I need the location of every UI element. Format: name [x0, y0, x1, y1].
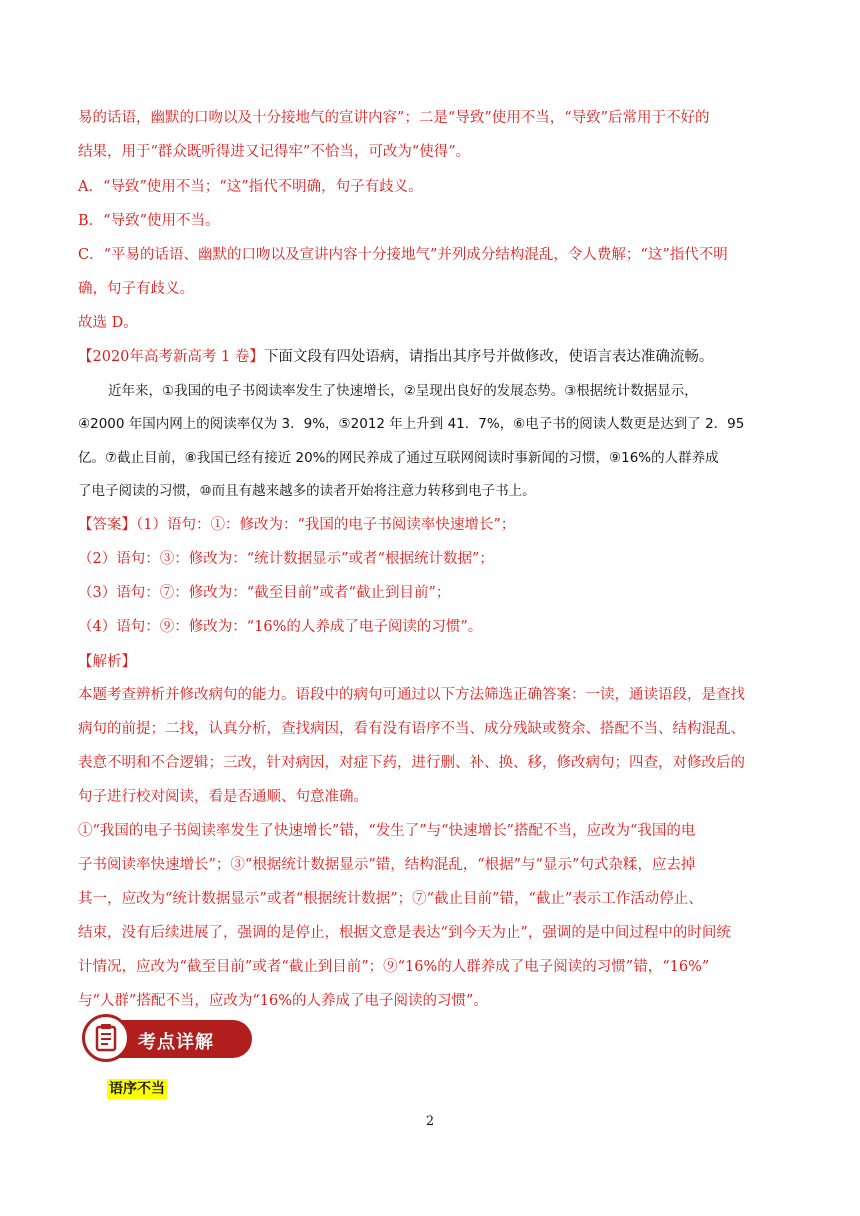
answer-item: （4）语句：⑨：修改为：“16%的人养成了电子阅读的习惯”。: [78, 619, 483, 635]
passage-line: 了电子阅读的习惯，⑩而且有越来越多的读者开始将注意力转移到电子书上。: [78, 483, 536, 499]
answer-item: （1）语句：①：修改为：“我国的电子书阅读率快速增长”；: [136, 517, 516, 533]
clipboard-icon: [82, 1014, 130, 1062]
question-prompt: 下面文段有四处语病，请指出其序号并做修改，使语言表达准确流畅。: [263, 349, 714, 365]
analysis-line: 句子进行校对阅读，看是否通顺、句意准确。: [78, 789, 368, 805]
answer-label: 【答案】: [78, 517, 136, 533]
analysis-line: 本题考查辨析并修改病句的能力。语段中的病句可通过以下方法筛选正确答案：一读，通读语段，是查找: [78, 687, 745, 703]
answer-item: （3）语句：⑦：修改为：“截至目前”或者“截止到目前”；: [78, 585, 451, 601]
analysis-line: 表意不明和不合逻辑；三改，针对病因，对症下药，进行删、补、换、移，修改病句；四查，对修改后的: [78, 755, 745, 771]
choice-line: 故选 D。: [78, 315, 138, 331]
passage-line: 近年来，①我国的电子书阅读率发生了快速增长，②呈现出良好的发展态势。③根据统计数据显示，: [108, 383, 698, 399]
topic-highlight: 语序不当: [109, 1081, 165, 1097]
section-banner: [82, 1014, 254, 1062]
option-c-line: C．“平易的话语、幽默的口吻以及宣讲内容十分接地气”并列成分结构混乱，令人费解；“这”指代不明: [78, 247, 728, 263]
option-b-line: B．“导致”使用不当。: [78, 213, 220, 229]
passage-line: ④2000 年国内网上的阅读率仅为 3．9%，⑤2012 年上升到 41．7%，⑥电子书的阅读人数更是达到了 2．95: [78, 416, 745, 432]
analysis-line: 结束，没有后续进展了，强调的是停止，根据文意是表达“到今天为止”，强调的是中间过程中的时间统: [78, 925, 731, 941]
analysis-line: 病句的前提；二找，认真分析，查找病因，看有没有语序不当、成分残缺或赘余、搭配不当、结构混乱、: [78, 721, 745, 737]
option-a-line: A．“导致”使用不当；“这”指代不明确，句子有歧义。: [78, 179, 423, 195]
page-number: 2: [425, 1114, 435, 1129]
analysis-line: 与“人群”搭配不当，应改为“16%的人养成了电子阅读的习惯”。: [78, 993, 488, 1009]
passage-line: 亿。⑦截止目前，⑧我国已经有接近 20%的网民养成了通过互联网阅读时事新闻的习惯，⑨16%的人群养成: [78, 450, 719, 466]
analysis-line: ①“我国的电子书阅读率发生了快速增长”错，“发生了”与“快速增长”搭配不当，应改为“我国的电: [78, 823, 696, 839]
question-line: [78, 347, 783, 367]
option-c-line-cont: 确，句子有歧义。: [78, 281, 194, 297]
banner-title: 考点详解: [138, 1032, 214, 1053]
answer-line: [78, 515, 783, 535]
analysis-line: 子书阅读率快速增长”；③“根据统计数据显示”错，结构混乱，“根据”与“显示”句式杂糅，应去掉: [78, 857, 696, 873]
answer-item: （2）语句：③：修改为：“统计数据显示”或者“根据统计数据”；: [78, 551, 494, 567]
analysis-label: 【解析】: [78, 654, 136, 670]
explanation-line: 易的话语，幽默的口吻以及十分接地气的宣讲内容”；二是“导致”使用不当，“导致”后常用于不好的: [78, 110, 710, 126]
analysis-line: 其一，应改为“统计数据显示”或者“根据统计数据”；⑦“截止目前”错，“截止”表示工作活动停止、: [78, 891, 703, 907]
question-source: 【2020年高考新高考 1 卷】: [78, 349, 264, 365]
explanation-line: 结果，用于“群众既听得进又记得牢”不恰当，可改为“使得”。: [78, 144, 471, 160]
analysis-line: 计情况，应改为“截至目前”或者“截止到目前”；⑨“16%的人群养成了电子阅读的习惯”错，“16%”: [78, 959, 710, 975]
